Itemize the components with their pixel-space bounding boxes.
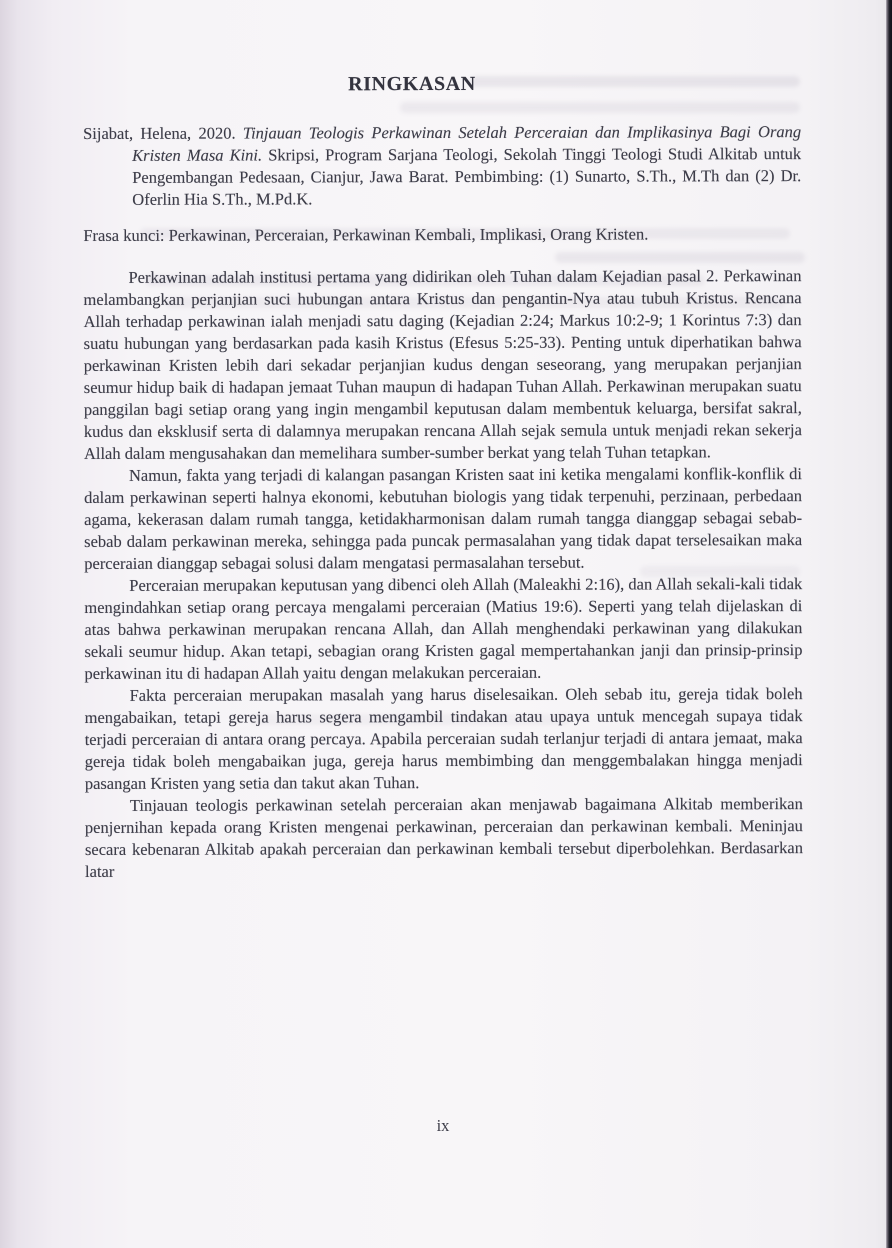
paragraph-4: Fakta perceraian merupakan masalah yang harus diselesaikan. Oleh sebab itu, gereja tidak boleh mengabaikan, tetapi gereja harus segera mengambil tindakan atau upaya untuk mencegah supaya tidak terjadi perceraian di antara orang percaya. Apabila perceraian sudah terlanjur terjadi di antara jemaat, maka gereja tidak boleh mengabaikan juga, gereja harus membimbing dan menggembalakan hingga menjadi pasangan Kristen yang setia dan takut akan Tuhan. xyxy=(84,684,803,793)
page-number: ix xyxy=(436,1116,450,1135)
summary-body xyxy=(83,265,803,883)
citation-author: Sijabat, Helena, 2020. xyxy=(83,123,243,143)
citation xyxy=(83,121,801,211)
page-content xyxy=(83,71,803,883)
keywords-line: Frasa kunci: Perkawinan, Perceraian, Perkawinan Kembali, Implikasi, Orang Kristen. xyxy=(83,224,649,245)
citation-details: Skripsi, Program Sarjana Teologi, Sekolah Tinggi Teologi Studi Alkitab untuk Pengembangan Pedesaan, Cianjur, Jawa Barat. Pembimbing: (1) Sunarto, S.Th., M.Th dan (2) Dr. Oferlin Hia S.Th., M.Pd.K. xyxy=(132,144,802,209)
citation-thesis-title: Tinjauan Teologis Perkawinan Setelah Perceraian dan Implikasinya Bagi Orang Kristen Masa Kini. xyxy=(132,122,802,165)
paragraph-5: Tinjauan teologis perkawinan setelah perceraian akan menjawab bagaimana Alkitab memberikan penjernihan kepada orang Kristen mengenai perkawinan, perceraian dan perkawinan kembali. Meninjau secara kebenaran Alkitab apakah perceraian dan perkawinan kembali tersebut diperbolehkan. Berdasarkan latar xyxy=(84,794,803,881)
paragraph-1: Perkawinan adalah institusi pertama yang didirikan oleh Tuhan dalam Kejadian pasal 2. Perkawinan melambangkan perjanjian suci hubungan antara Kristus dan pengantin-Nya atau tubuh Kristus. Rencana Allah terhadap perkawinan ialah menjadi satu daging (Kejadian 2:24; Markus 10:2-9; 1 Korintus 7:3) dan suatu hubungan yang berdasarkan pada kasih Kristus (Efesus 5:25-33). Penting untuk diperhatikan bahwa perkawinan Kristen lebih dari sekadar perjanjian kudus dengan seseorang, yang merupakan perjanjian seumur hidup baik di hadapan jemaat Tuhan maupun di hadapan Tuhan Allah. Perkawinan merupakan suatu panggilan bagi setiap orang yang ingin mengambil keputusan dalam membentuk keluarga, bersifat sakral, kudus dan eksklusif serta di dalamnya merupakan rencana Allah sejak semula untuk menjadi rekan sekerja Allah dalam mengusahakan dan memelihara sumber-sumber berkat yang telah Tuhan tetapkan. xyxy=(83,266,802,463)
paragraph-3: Perceraian merupakan keputusan yang dibenci oleh Allah (Maleakhi 2:16), dan Allah sekali-kali tidak mengindahkan setiap orang percaya mengalami perceraian (Matius 19:6). Seperti yang telah dijelaskan di atas bahwa perkawinan merupakan rencana Allah, dan Allah menghendaki perkawinan yang dilakukan sekali seumur hidup. Akan tetapi, sebagian orang Kristen gagal mempertahankan janji dan prinsip-prinsip perkawinan itu di hadapan Allah yaitu dengan melakukan perceraian. xyxy=(84,574,803,683)
page-title: RINGKASAN xyxy=(348,72,476,96)
scan-edge-line xyxy=(886,0,892,1248)
paragraph-2: Namun, fakta yang terjadi di kalangan pasangan Kristen saat ini ketika mengalami konflik-konflik di dalam perkawinan seperti halnya ekonomi, kebutuhan biologis yang tidak terpenuhi, perzinaan, perbedaan agama, kekerasan dalam rumah tangga, ketidakharmonisan dalam rumah tangga dianggap sebagai sebab-sebab dalam perkawinan mereka, sehingga pada puncak permasalahan yang tidak dapat terselesaikan maka perceraian dianggap sebagai solusi dalam mengatasi permasalahan tersebut. xyxy=(84,464,803,573)
